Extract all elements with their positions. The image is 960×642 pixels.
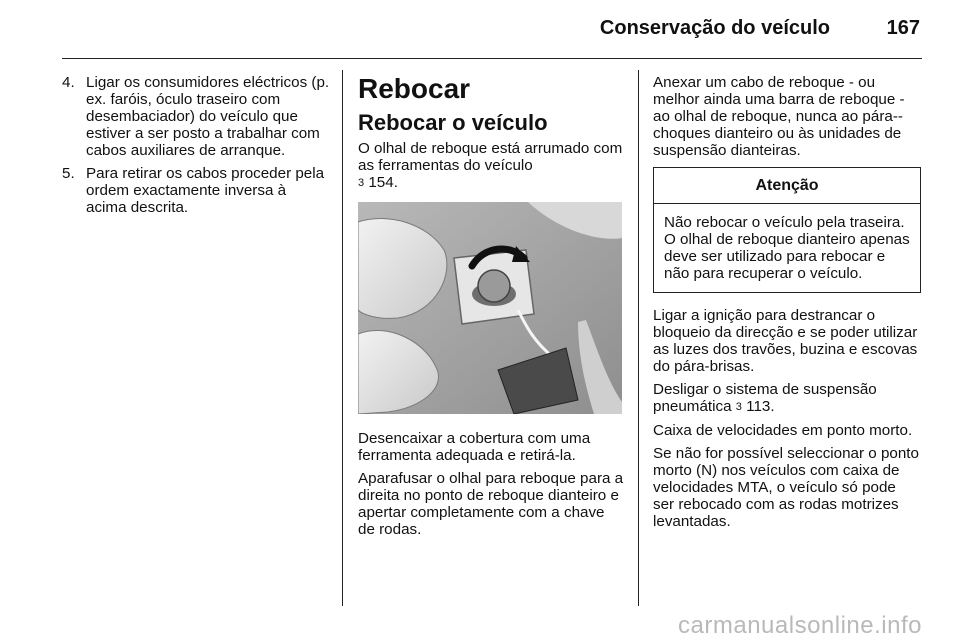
header-rule	[62, 58, 922, 59]
column-1	[62, 74, 330, 222]
page-ref: 113.	[746, 398, 775, 415]
paragraph: Aparafusar o olhal para reboque para a direita no ponto de reboque dianteiro e apertar completamente com a chave de rodas.	[358, 470, 624, 538]
section-title: Rebocar	[358, 73, 471, 104]
paragraph: Anexar um cabo de reboque - ou melhor ainda uma barra de reboque - ao olhal de reboque, nunca ao pára--choques dianteiro ou às unidades de suspensão dianteiras.	[653, 74, 905, 159]
paragraph: Ligar a ignição para destrancar o bloqueio da direcção e se poder utilizar as luzes dos travões, buzina e escovas do pára-brisas.	[653, 307, 918, 375]
step-text: Para retirar os cabos proceder pela ordem exactamente inversa à acima descrita.	[86, 165, 325, 216]
page-ref-arrow-icon: 3	[735, 401, 742, 413]
warning-body: Não rebocar o veículo pela traseira. O olhal de reboque dianteiro apenas deve ser utilizado para rebocar e não para recuperar o veículo.	[664, 214, 910, 282]
tow-eye-illustration	[358, 202, 622, 414]
page-header-title: Conservação do veículo	[599, 17, 830, 39]
column-divider-2	[638, 70, 639, 606]
column-divider-1	[342, 70, 343, 606]
steps-list	[62, 74, 330, 216]
tow-eye-nut	[478, 270, 510, 302]
warning-title: Atenção	[654, 168, 920, 204]
paragraph-text: Desligar o sistema de suspensão pneumática	[653, 381, 877, 415]
paragraph: Desencaixar a cobertura com uma ferramenta adequada e retirá-la.	[358, 430, 591, 464]
page-number: 167	[886, 17, 920, 39]
watermark: carmanualsonline.info	[678, 612, 922, 639]
step-text: Ligar os consumidores eléctricos (p. ex. faróis, óculo traseiro com desembaciador) do veículo que estiver a ser posto a trabalhar com cabos auxiliares de arranque.	[86, 74, 330, 159]
intro-text: O olhal de reboque está arrumado com as ferramentas do veículo	[358, 140, 623, 174]
column-3	[653, 74, 921, 536]
warning-box	[653, 167, 921, 293]
page-ref-arrow-icon: 3	[358, 177, 365, 189]
paragraph: Caixa de velocidades em ponto morto.	[653, 422, 913, 439]
paragraph	[653, 381, 921, 416]
list-item	[62, 165, 330, 216]
intro-paragraph	[358, 140, 624, 192]
step-number: 5.	[62, 165, 75, 182]
step-number: 4.	[62, 74, 75, 91]
page-ref: 154.	[368, 174, 398, 191]
paragraph: Se não for possível seleccionar o ponto morto (N) nos veículos com caixa de velocidades MTA, o veículo só pode ser rebocado com as rodas motrizes levantadas.	[653, 445, 919, 530]
subsection-title: Rebocar o veículo	[358, 110, 548, 135]
column-2	[358, 74, 624, 544]
list-item	[62, 74, 330, 159]
